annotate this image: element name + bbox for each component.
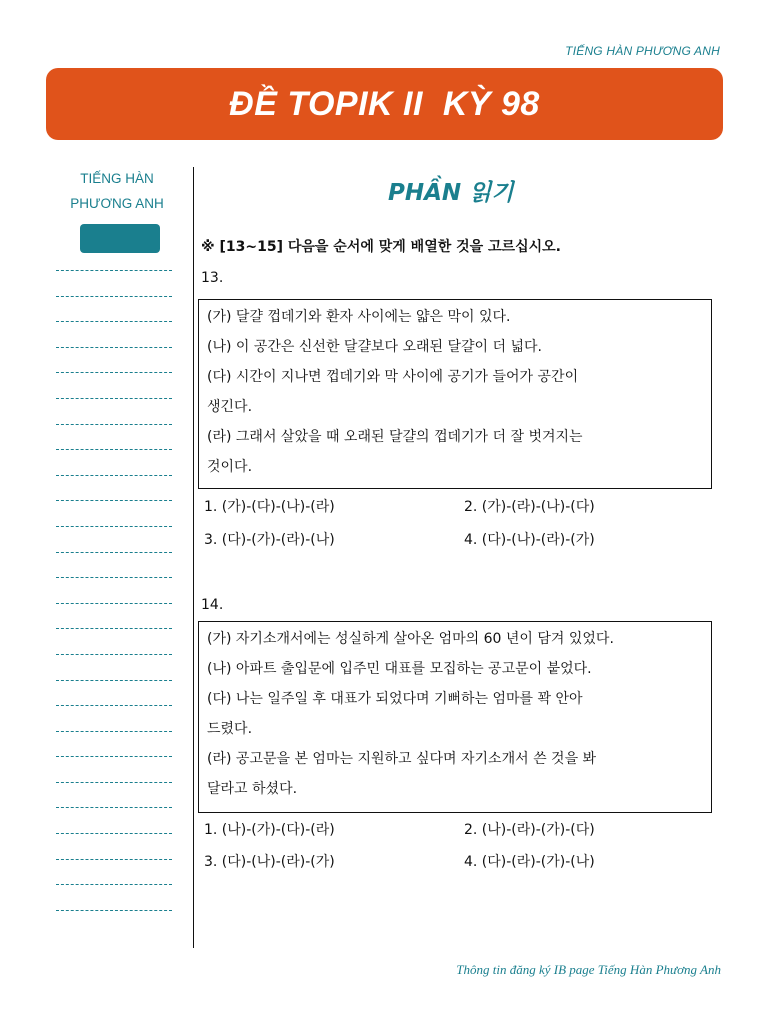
sidebar-accent-box [80,224,160,253]
note-line [56,500,172,501]
note-line [56,833,172,834]
passage-sentence: (가) 달걀 껍데기와 환자 사이에는 얇은 막이 있다. [207,309,511,325]
passage-sentence: (라) 공고문을 본 엄마는 지원하고 싶다며 자기소개서 쓴 것을 봐 [207,751,597,767]
note-line [56,884,172,885]
note-line [56,680,172,681]
note-line [56,782,172,783]
note-line [56,705,172,706]
note-line [56,475,172,476]
passage-sentence: (다) 나는 일주일 후 대표가 되었다며 기뻐하는 엄마를 꽉 안아 [207,691,583,707]
passage-sentence: 달라고 하셨다. [207,781,298,797]
note-line [56,910,172,911]
question-number: 13. [201,270,224,286]
answer-option-1[interactable]: 1. (가)-(다)-(나)-(라) [204,499,335,515]
note-line [56,449,172,450]
question-number: 14. [201,597,224,613]
answer-option-3[interactable]: 3. (다)-(가)-(라)-(나) [204,532,335,548]
note-line [56,807,172,808]
title-banner [46,68,723,140]
sidebar-brand [56,166,178,216]
note-line [56,731,172,732]
passage-sentence: (나) 아파트 출입문에 입주민 대표를 모집하는 공고문이 붙었다. [207,661,592,677]
passage-box [198,621,712,813]
note-line [56,398,172,399]
answer-option-4[interactable]: 4. (다)-(라)-(가)-(나) [464,854,595,870]
answer-option-2[interactable]: 2. (나)-(라)-(가)-(다) [464,822,595,838]
sidebar-note-lines [56,270,176,935]
note-line [56,654,172,655]
note-line [56,628,172,629]
sidebar-brand-line2: PHƯƠNG ANH [70,196,164,211]
note-line [56,577,172,578]
passage-sentence: 것이다. [207,459,253,475]
note-line [56,859,172,860]
answer-option-2[interactable]: 2. (가)-(라)-(나)-(다) [464,499,595,515]
note-line [56,756,172,757]
answer-option-3[interactable]: 3. (다)-(나)-(라)-(가) [204,854,335,870]
passage-sentence: (라) 그래서 살았을 때 오래된 달걀의 껍데기가 더 잘 벗겨지는 [207,429,583,445]
passage-box [198,299,712,489]
note-line [56,526,172,527]
note-line [56,424,172,425]
column-divider [193,167,194,948]
footer-note: Thông tin đăng ký IB page Tiếng Hàn Phương Anh [456,962,721,977]
note-line [56,347,172,348]
answer-option-4[interactable]: 4. (다)-(나)-(라)-(가) [464,532,595,548]
passage-sentence: 드렸다. [207,721,253,737]
section-title: PHẦN 읽기 [388,180,514,206]
note-line [56,552,172,553]
note-line [56,321,172,322]
note-line [56,372,172,373]
sidebar-brand-line1: TIẾNG HÀN [80,171,154,186]
note-line [56,270,172,271]
note-line [56,296,172,297]
passage-sentence: (다) 시간이 지나면 껍데기와 막 사이에 공기가 들어가 공간이 [207,369,579,385]
passage-sentence: 생긴다. [207,399,253,415]
passage-sentence: (가) 자기소개서에는 성실하게 살아온 엄마의 60 년이 담겨 있었다. [207,631,614,647]
top-brand-label: TIẾNG HÀN PHƯƠNG ANH [565,44,720,58]
exam-title: ĐỀ TOPIK II KỲ 98 [229,84,540,123]
answer-option-1[interactable]: 1. (나)-(가)-(다)-(라) [204,822,335,838]
passage-sentence: (나) 이 공간은 신선한 달걀보다 오래된 달걀이 더 넓다. [207,339,542,355]
note-line [56,603,172,604]
instruction-text: ※ [13~15] 다음을 순서에 맞게 배열한 것을 고르십시오. [201,239,561,255]
